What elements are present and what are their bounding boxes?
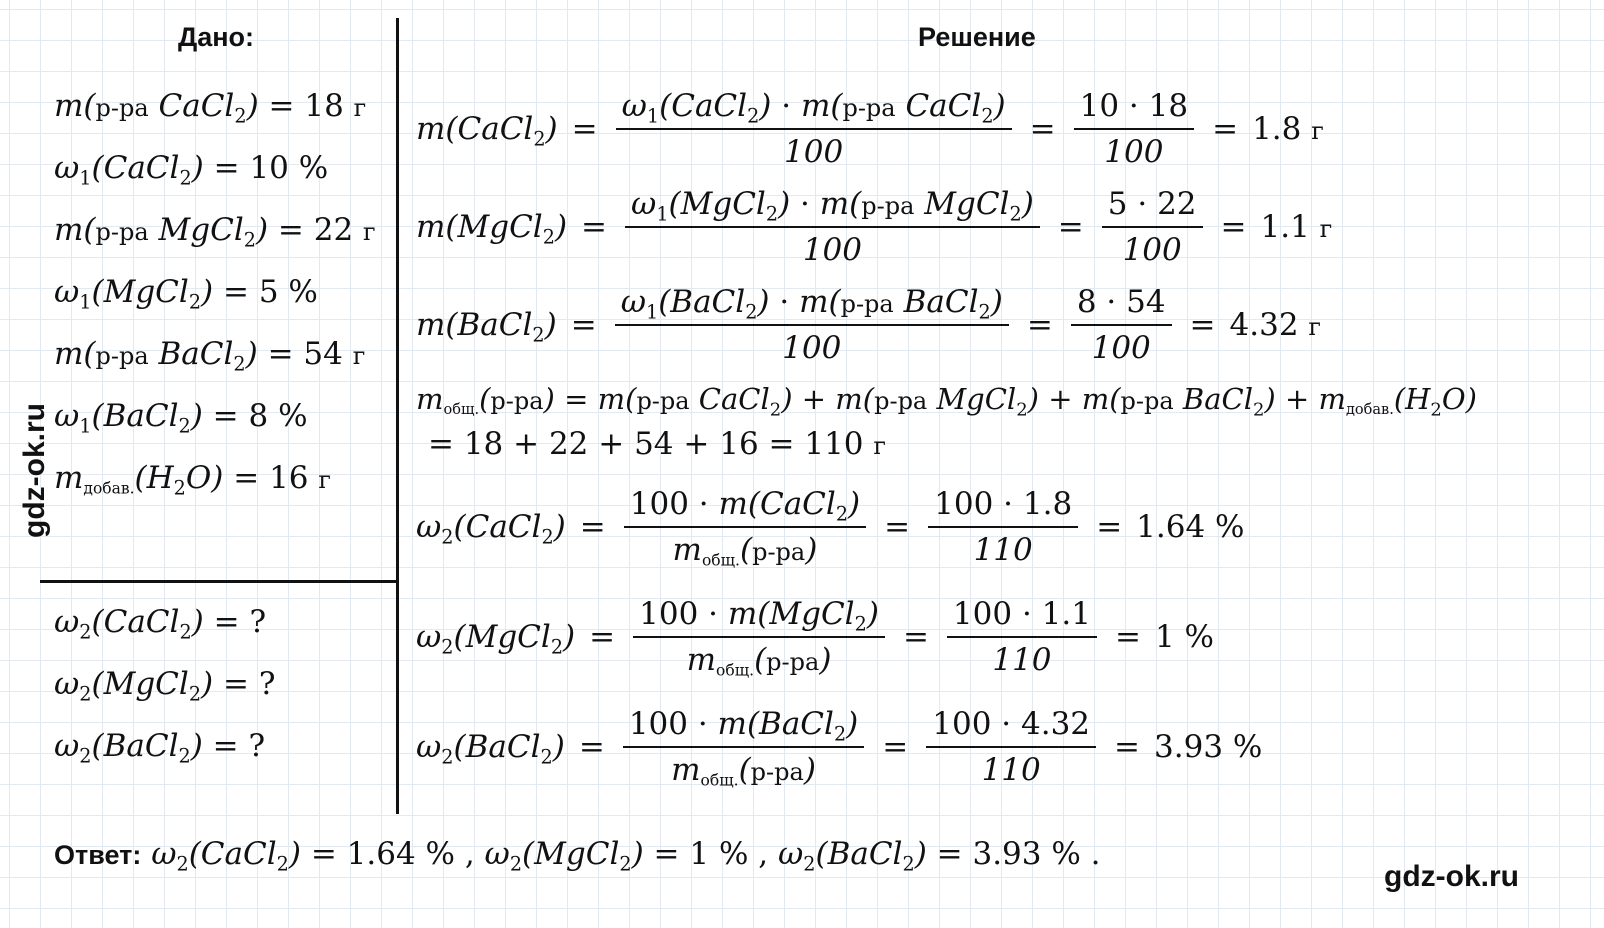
given-header: Дано: xyxy=(178,22,255,52)
solution-fraction-bacl2: $\omega_2(BaCl_2)$ = $\frac{100 \cdot m(BaCl_2)}{m_{общ.}(р-ра)}$ = $\frac{100 \cdot 4.32}{110}$ = 3.93 % xyxy=(416,706,1263,790)
answer-label: Ответ: xyxy=(54,840,142,870)
find-item-w2-bacl2: $\omega_2(BaCl_2)$ = ? xyxy=(54,728,266,768)
solution-mass-bacl2: m(BaCl$_2$) = $\frac{\omega_1(BaCl_2) \cdot m(р-ра BaCl_2)}{100}$ = $\frac{8 \cdot 54}{100}$ = 4.32 г xyxy=(416,284,1321,366)
corner-watermark: gdz-ok.ru xyxy=(1384,860,1519,893)
solution-header: Решение xyxy=(918,22,1036,52)
solution-fraction-mgcl2: $\omega_2(MgCl_2)$ = $\frac{100 \cdot m(MgCl_2)}{m_{общ.}(р-ра)}$ = $\frac{100 \cdot 1.1}{110}$ = 1 % xyxy=(416,596,1214,680)
find-item-w2-cacl2: $\omega_2(CaCl_2)$ = ? xyxy=(54,604,267,644)
given-item-m-h2o: $m_{добав.}(H_2O) = 16$ г xyxy=(54,460,331,500)
solution-mass-mgcl2: m(MgCl$_2$) = $\frac{\omega_1(MgCl_2) \cdot m(р-ра MgCl_2)}{100}$ = $\frac{5 \cdot 22}{100}$ = 1.1 г xyxy=(416,186,1333,268)
find-item-w2-mgcl2: $\omega_2(MgCl_2)$ = ? xyxy=(54,666,276,706)
given-item-m-bacl2: m(р-ра BaCl$_2$) = 54 г xyxy=(54,336,366,376)
given-item-w1-mgcl2: $\omega_1(MgCl_2) = 5$ % xyxy=(54,274,318,314)
column-divider xyxy=(396,18,399,814)
given-item-m-cacl2: m(р-ра CaCl$_2$) = 18 г xyxy=(54,88,367,128)
given-find-divider xyxy=(40,580,397,583)
solution-mass-cacl2: m(CaCl$_2$) = $\frac{\omega_1(CaCl_2) \cdot m(р-ра CaCl_2)}{100}$ = $\frac{10 \cdot 18}{100}$ = 1.8 г xyxy=(416,88,1324,170)
given-item-w1-bacl2: $\omega_1(BaCl_2) = 8$ % xyxy=(54,398,308,438)
solution-fraction-cacl2: $\omega_2(CaCl_2)$ = $\frac{100 \cdot m(CaCl_2)}{m_{общ.}(р-ра)}$ = $\frac{100 \cdot 1.8}{110}$ = 1.64 % xyxy=(416,486,1245,570)
given-item-w1-cacl2: $\omega_1(CaCl_2) = 10$ % xyxy=(54,150,329,190)
vertical-watermark: gdz-ok.ru xyxy=(18,403,51,538)
solution-total-line1: $m_{общ.}(р-ра) = m(р-ра$ CaCl$_2$) + m(р-ра MgCl$_2$) + m(р-ра BaCl$_2$) + $m_{добав.}(H_2O)$ xyxy=(416,382,1477,421)
given-item-m-mgcl2: m(р-ра MgCl$_2$) = 22 г xyxy=(54,212,376,252)
answer-line: Ответ: $\omega_2(CaCl_2) = 1.64$ % , $\omega_2(MgCl_2) = 1$ % , $\omega_2(BaCl_2) = 3.93$ % . xyxy=(54,836,1101,876)
solution-total-line2: = 18 + 22 + 54 + 16 = 110 г xyxy=(428,426,886,462)
